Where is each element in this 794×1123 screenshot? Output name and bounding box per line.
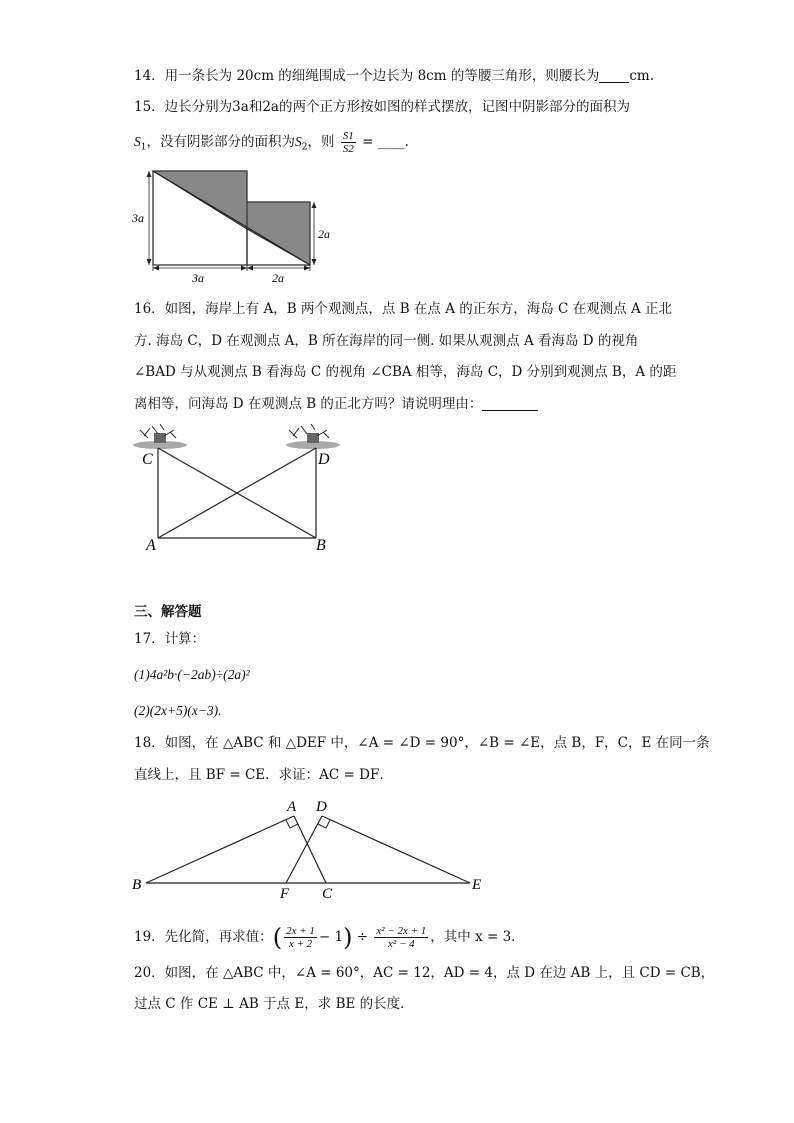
q14-blank	[599, 68, 629, 83]
q14-unit: cm.	[629, 68, 654, 84]
q15-frac-num: S1	[342, 130, 354, 142]
q20-line1: 20．如图，在 △ABC 中，∠A = 60°，AC = 12，AD = 4，点 D 在边 AB 上，且 CD = CB，	[134, 965, 715, 981]
q16-line1: 16．如图，海岸上有 A，B 两个观测点，点 B 在点 A 的正东方，海岛 C 在观测点 A 正北	[134, 301, 673, 317]
line-ed	[322, 816, 470, 883]
line-df	[286, 816, 322, 883]
q15-frac-den: S2	[342, 143, 354, 155]
label-b: B	[316, 537, 326, 554]
q19-frac2: $\frac{\text{x² − 2x + 1}}{\text{x² − 4}}$	[376, 925, 427, 950]
q19-frac1: $\frac{2x + 1}{x + 2}$	[286, 925, 315, 950]
label-a: A	[146, 537, 156, 554]
label-2a-right: 2a	[318, 227, 330, 241]
q17-part2: (2)(2x+5)(x−3).	[134, 703, 222, 718]
q18-line2: 直线上，且 BF = CE．求证：AC = DF．	[134, 767, 393, 783]
q15-fraction	[341, 130, 356, 155]
q17-title: 17．计算：	[134, 631, 206, 647]
q16-line3: ∠BAD 与从观测点 B 看海岛 C 的视角 ∠CBA 相等，海岛 C，D 分别到观测点 B，A 的距	[134, 364, 677, 380]
label-b: B	[132, 877, 142, 893]
q19-suffix: ，其中 x = 3．	[430, 929, 525, 945]
q16-figure	[130, 420, 350, 555]
q16-line2: 方. 海岛 C，D 在观测点 A，B 所在海岸的同一侧. 如果从观测点 A 看海岛 D 的视角	[134, 333, 639, 349]
q18-line1: 18．如图，在 △ABC 和 △DEF 中，∠A = ∠D = 90°，∠B = ∠E，点 B，F，C，E 在同一条	[134, 735, 710, 751]
q17-part1: (1)4a²b·(−2ab)÷(2a)²	[134, 667, 250, 682]
q15-text-b: ，没有阴影部分的面积为	[146, 134, 295, 150]
q19-prefix: 19．先化简，再求值：	[134, 929, 273, 945]
q19-line: 19．先化简，再求值：( $\frac{2x + 1}{x + 2}$ − 1) ÷ $\frac{\text{x² − 2x + 1}}{\text{x² − 4}}$ ，其中 x = 3．	[134, 923, 525, 952]
label-c: C	[142, 451, 153, 468]
q16-text4: 离相等，问海岛 D 在观测点 B 的正北方吗？请说明理由：	[134, 396, 483, 412]
q15-line2: $S_1$，没有阴影部分的面积为$S_2$，则 $\frac{S1}{S2}$ = ____.	[134, 130, 409, 155]
q14-text: 14．用一条长为 20cm 的细绳围成一个边长为 8cm 的等腰三角形，则腰长为	[134, 68, 600, 84]
q16-blank	[482, 396, 538, 411]
q14-line	[134, 67, 654, 85]
label-e: E	[472, 877, 482, 893]
section-title: 三、解答题	[134, 604, 202, 620]
line-ba	[146, 816, 294, 883]
q15-s1: S	[134, 134, 141, 149]
q15-end: = ____.	[362, 134, 409, 150]
label-d: D	[316, 799, 327, 815]
label-3a-bottom: 3a	[192, 271, 204, 285]
island-d-hut	[307, 433, 319, 443]
q15-text-c: ，则	[307, 134, 335, 150]
q16-line4	[134, 395, 538, 413]
label-2a-bottom: 2a	[272, 271, 284, 285]
label-d: D	[318, 451, 330, 468]
label-3a-left: 3a	[132, 211, 144, 225]
q15-figure	[130, 165, 340, 285]
q20-line2: 过点 C 作 CE ⊥ AB 于点 E，求 BE 的长度．	[134, 996, 414, 1012]
label-f: F	[280, 886, 290, 900]
q18-figure	[130, 795, 490, 900]
label-c: C	[322, 886, 333, 900]
label-a: A	[287, 799, 297, 815]
q15-line1: 15．边长分别为3a和2a的两个正方形按如图的样式摆放，记图中阴影部分的面积为	[134, 99, 630, 115]
island-c-hut	[154, 433, 166, 443]
